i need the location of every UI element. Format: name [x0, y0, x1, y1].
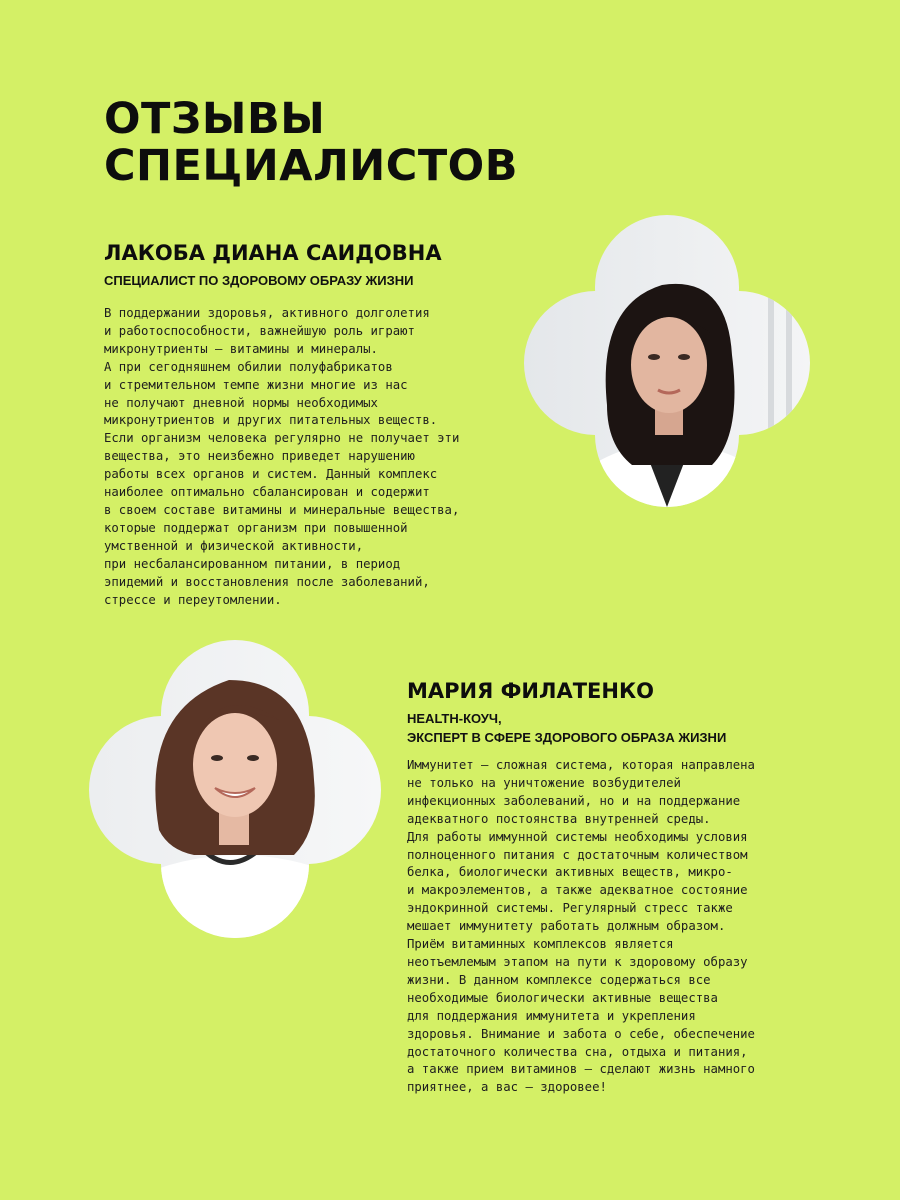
expert-1-role-line-1: СПЕЦИАЛИСТ ПО ЗДОРОВОМУ ОБРАЗУ ЖИЗНИ [104, 273, 414, 288]
expert-2-header [407, 679, 726, 747]
expert-1-review [104, 305, 459, 609]
expert-1-name: ЛАКОБА ДИАНА САИДОВНА [104, 241, 442, 265]
expert-1-header [104, 241, 442, 290]
expert-portrait-dark-hair-icon [522, 215, 812, 507]
expert-portrait-auburn-hair-icon [89, 640, 381, 938]
expert-2-role [407, 709, 726, 747]
expert-1-photo [522, 215, 812, 507]
expert-2-review-text: Иммунитет – сложная система, которая направлена не только на уничтожение возбудителей инфекционных заболеваний, но и на поддержание адекватного постоянства внутренней среды. Для работы иммунной системы необходимы условия полноценного питания с достаточным количеством белка, биологически активных веществ, микро- и макроэлементов, а также адекватное состояние эндокринной системы. Регулярный стресс также мешает иммунитету работать должным образом. Приём витаминных комплексов является неотъемлемым этапом на пути к здоровому образу жизни. В данном комплексе содержаться все необходимые биологически активные вещества для поддержания иммунитета и укрепления здоровья. Внимание и забота о себе, обеспечение достаточного количества сна, отдыха и питания, а также прием витаминов – сделают жизнь намного приятнее, а вас – здоровее! [407, 758, 755, 1095]
expert-1-role [104, 271, 442, 290]
expert-1-review-text: В поддержании здоровья, активного долголетия и работоспособности, важнейшую роль играют микронутриенты – витамины и минералы. А при сегодняшнем обилии полуфабрикатов и стремительном темпе жизни многие из нас не получают дневной нормы необходимых микронутриентов и других питательных веществ. Если организм человека регулярно не получает эти вещества, это неизбежно приведет нарушению работы всех органов и систем. Данный комплекс наиболее оптимально сбалансирован и содержит в своем составе витамины и минеральные вещества, которые поддержат организм при повышенной умственной и физической активности, при несбалансированном питании, в период эпидемий и восстановления после заболеваний, стрессе и переутомлении. [104, 306, 460, 607]
expert-2-role-line-2: ЭКСПЕРТ В СФЕРЕ ЗДОРОВОГО ОБРАЗА ЖИЗНИ [407, 730, 727, 745]
expert-2-photo [89, 640, 381, 938]
page-title [104, 96, 518, 190]
expert-2-role-line-1: HEALTH-КОУЧ, [407, 711, 502, 726]
page-title-line-2: СПЕЦИАЛИСТОВ [104, 141, 518, 191]
expert-2-review [407, 757, 755, 1097]
expert-2-name: МАРИЯ ФИЛАТЕНКО [407, 679, 654, 703]
page-title-line-1: ОТЗЫВЫ [104, 94, 326, 144]
